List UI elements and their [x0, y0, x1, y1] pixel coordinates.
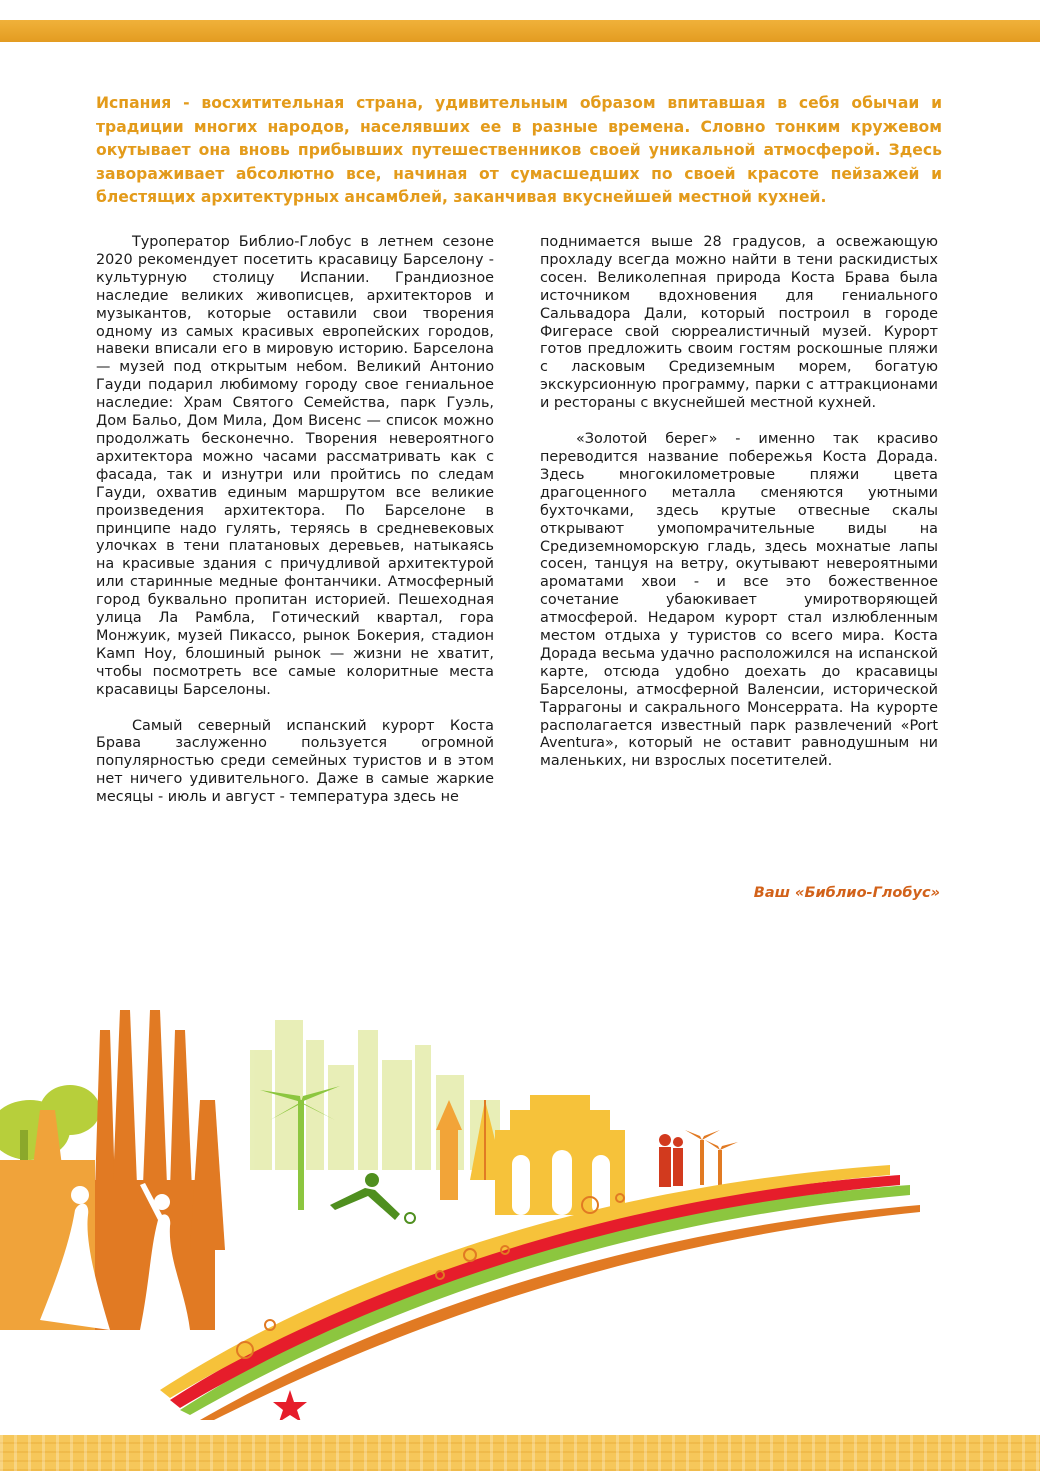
- body-paragraph: «Золотой берег» - именно так красиво переводится название побережья Коста Дорада. Здесь многокилометровые пляжи цвета драгоценного металла сменяются уютными бухточками, здесь крутые отвесные скалы открывают умопомрачительные виды на Средиземноморскую гладь, здесь мохнатые лапы сосен, танцуя на ветру, окутывают невероятными ароматами хвои - и все это божественное сочетание убаюкивает умиротворяющей атмосферой. Недаром курорт стал излюбленным местом отдыха у туристов со всего мира. Коста Дорада весьма удачно расположился на испанской карте, отсюда удобно доехать до красавицы Барселоны, атмосферной Валенсии, исторической Таррагоны и сакрального Монсеррата. На курорте располагается известный парк развлечений «Port Aventura», который не оставит равнодушным ни маленьких, ни взрослых посетителей.: [540, 431, 938, 770]
- couple-silhouette-icon: [659, 1134, 683, 1187]
- signature: Ваш «Библио-Глобус»: [753, 885, 940, 901]
- top-decorative-band: [0, 20, 1040, 42]
- football-player-icon: [330, 1173, 415, 1223]
- body-paragraph: Туроператор Библио-Глобус в летнем сезоне 2020 рекомендует посетить красавицу Барселону - культурную столицу Испании. Грандиозное наследие великих живописцев, архитекторов и музыкантов, которые оставили свои творения одному из самых красивых европейских городов, навеки вписали его в мировую историю. Барселона — музей под открытым небом. Великий Антонио Гауди подарил любимому городу свое гениальное наследие: Храм Святого Семейства, парк Гуэль, Дом Бальо, Дом Мила, Дом Висенс — список можно продолжать бесконечно. Творения невероятного архитектора можно часами рассматривать как с фасада, так и изнутри или пройтись по следам Гауди, охватив единым маршрутом все великие произведения архитектора. По Барселоне в принципе надо гулять, теряясь в средневековых улочках в тени платановых деревьев, натыкаясь на красивые здания с причудливой архитектурой или старинные медные фонтанчики. Атмосферный город буквально пропитан историей. Пешеходная улица Ла Рамбла, Готический квартал, гора Монжуик, музей Пикассо, рынок Бокерия, стадион Камп Ноу, блошиный рынок — жизни не хватит, чтобы посмотреть все самые колоритные места красавицы Барселоны.: [96, 234, 494, 698]
- lead-paragraph: Испания - восхитительная страна, удивительным образом впитавшая в себя обычаи и традиции многих народов, населявших ее в разные времена. Словно тонким кружевом окутывает она вновь прибывших путешественников своей уникальной атмосферой. Здесь завораживает абсолютно все, начиная от сумасшедших по своей красоте пейзажей и блестящих архитектурных ансамблей, заканчивая вкуснейшей местной кухней.: [96, 94, 942, 206]
- bottom-ornament-band: [0, 1435, 1040, 1471]
- text-column-right: [540, 234, 938, 771]
- palm-trees-right-icon: [685, 1130, 738, 1185]
- body-paragraph: поднимается выше 28 градусов, а освежающую прохладу всегда можно найти в тени раскидистых сосен. Великолепная природа Коста Брава была источником вдохновения для гениального Сальвадора Дали, который построил в городе Фигерасе свой сюрреалистичный музей. Курорт готов предложить своим гостям роскошные пляжи с ласковым Средиземным морем, богатую экскурсионную программу, парки с аттракционами и рестораны с вкуснейшей местной кухней.: [540, 234, 938, 412]
- spain-landmarks-illustration: [0, 990, 1040, 1420]
- starfish-icon: [273, 1390, 307, 1420]
- body-paragraph: Самый северный испанский курорт Коста Брава заслуженно пользуется огромной популярностью среди семейных туристов и в этом нет ничего удивительного. Даже в самые жаркие месяцы - июль и август - температура здесь не: [96, 717, 494, 806]
- text-column-left: [96, 234, 494, 807]
